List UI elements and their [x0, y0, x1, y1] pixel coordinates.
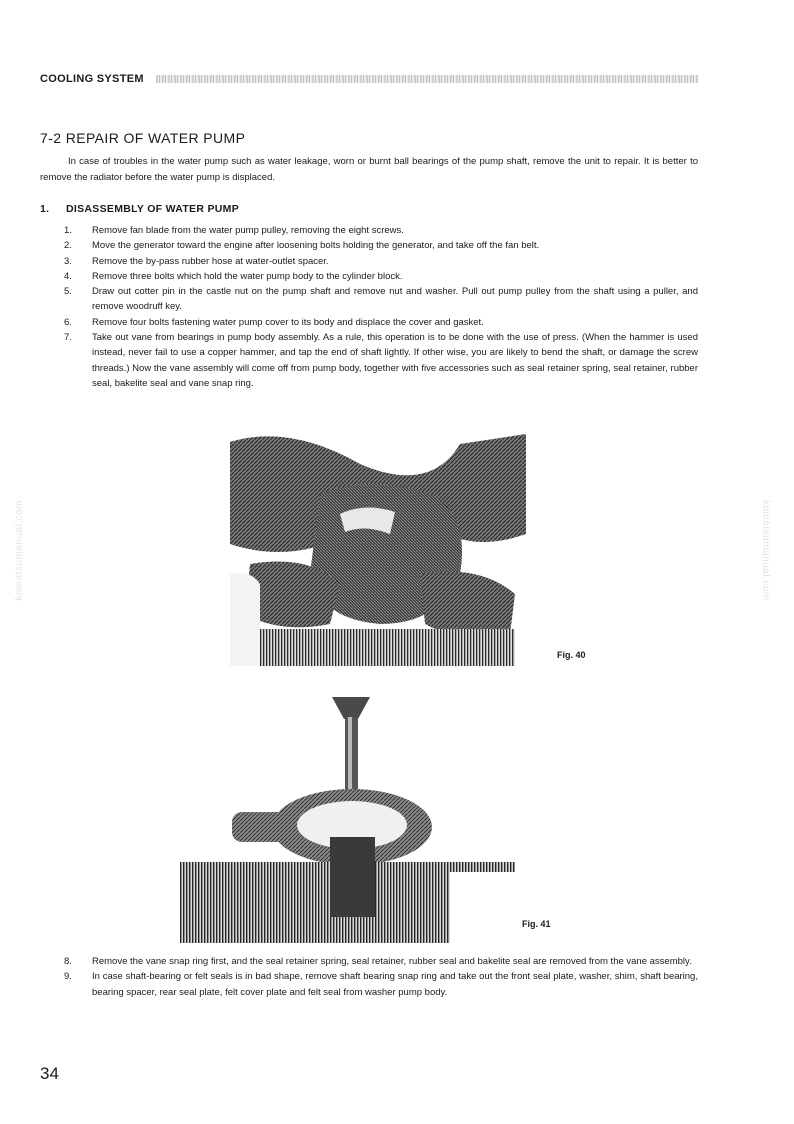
step-number: 1. — [64, 225, 72, 236]
section-title: 7-2 REPAIR OF WATER PUMP — [40, 130, 246, 146]
step-number: 8. — [64, 956, 72, 967]
step-text: In case shaft-bearing or felt seals is in bad shape, remove shaft bearing snap ring and take out the front seal plate, washer, shim, shaft bearing, bearing spacer, rear seal plate, felt cover plate and felt seal from washer pump body. — [92, 971, 698, 998]
step-number: 9. — [64, 971, 72, 983]
step-item — [40, 254, 698, 269]
step-text: Take out vane from bearings in pump body assembly. As a rule, this operation is to be done with the use of press. (When the hammer is used instead, never fail to use a copper hammer, and tap the end of shaft lightly. If other wise, you are likely to bend the shaft, or damage the screw threads.) Now the vane assembly will come off from pump body, together with five accessories such as seal retainer spring, seal retainer, rubber seal, bakelite seal and vane snap ring. — [92, 332, 698, 389]
step-item — [40, 315, 698, 330]
intro-paragraph — [40, 154, 698, 186]
step-text: Remove the by-pass rubber hose at water-outlet spacer. — [92, 255, 329, 267]
step-text: Move the generator toward the engine after loosening bolts holding the generator, and take off the fan belt. — [92, 240, 540, 252]
step-number: 2. — [64, 240, 72, 252]
step-item — [40, 238, 698, 253]
step-item — [40, 284, 698, 315]
press-removal-photo — [180, 697, 515, 943]
water-pump-photo — [230, 424, 526, 666]
header-title: COOLING SYSTEM — [40, 72, 148, 86]
step-text: Draw out cotter pin in the castle nut on the pump shaft and remove nut and washer. Pull out pump pulley from the shaft using a puller, and remove woodruff key. — [92, 286, 698, 313]
watermark-left: komatsumanual.com — [14, 500, 25, 601]
step-text: Remove the vane snap ring first, and the seal retainer spring, seal retainer, rubber seal and bakelite seal are removed from the vane assembly. — [92, 956, 692, 967]
step-number: 4. — [64, 270, 72, 282]
subsection-number: 1. — [40, 203, 50, 215]
step-list-continued — [40, 954, 698, 1000]
intro-text: In case of troubles in the water pump such as water leakage, worn or burnt ball bearings of the pump shaft, remove the unit to repair. It is better to remove the radiator before the water pump is displaced. — [40, 156, 698, 183]
figure-label-41: Fig. 41 — [522, 919, 551, 929]
step-number: 5. — [64, 286, 72, 298]
step-text: Remove four bolts fastening water pump cover to its body and displace the cover and gasket. — [92, 316, 484, 328]
step-number: 7. — [64, 332, 72, 344]
page-header — [40, 72, 698, 86]
header-rule — [156, 75, 698, 83]
page-number: 34 — [40, 1064, 59, 1083]
subsection-heading — [40, 203, 239, 215]
figure-label-40: Fig. 40 — [557, 650, 586, 660]
subsection-title: DISASSEMBLY OF WATER PUMP — [66, 203, 239, 215]
step-list — [40, 223, 698, 391]
step-item — [40, 954, 698, 969]
step-item — [40, 330, 698, 391]
watermark-right: komatsumanual.com — [760, 500, 771, 601]
step-item — [40, 969, 698, 1000]
step-number: 3. — [64, 255, 72, 267]
step-item — [40, 269, 698, 284]
step-number: 6. — [64, 316, 72, 328]
step-text: Remove three bolts which hold the water pump body to the cylinder block. — [92, 270, 403, 282]
step-item — [40, 223, 698, 238]
step-text: Remove fan blade from the water pump pulley, removing the eight screws. — [92, 225, 404, 236]
